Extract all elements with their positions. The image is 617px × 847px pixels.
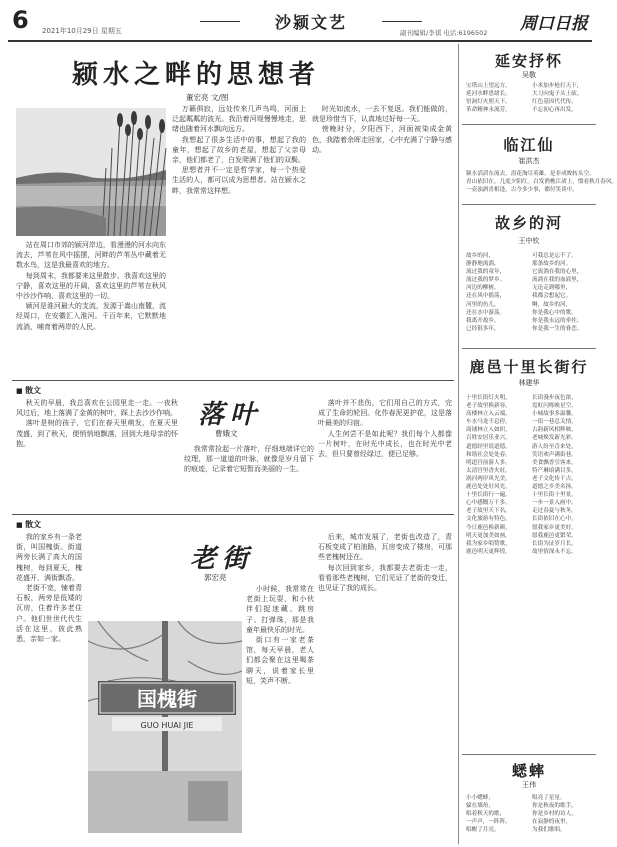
poem-line: 愿我家乡更美好， [532, 524, 577, 531]
poem-line: 还在风中摇荡， [466, 293, 506, 300]
poem-line: 河里的鱼儿， [466, 301, 500, 308]
poem-line: 古韵新风相辉映， [532, 427, 577, 434]
poem-line: 鹿邑处处好风光。 [466, 484, 511, 491]
poem-line: 那条故乡的河。 [532, 261, 572, 268]
poem-line: 唱亮了星星。 [532, 795, 566, 801]
poem5-author: 王伟 [522, 781, 536, 789]
essay2-paragraph: 后来，城市发展了，老街也改造了，青石板变成了柏油路，瓦房变成了楼房，可那些老槐树还在。 [318, 533, 452, 562]
poem3-col-b [532, 252, 594, 333]
essay1-paragraph: 落叶是树的孩子，它们在春天里萌发，在夏天里茂盛，到了秋天，便悄悄地飘落，回到大地母亲的怀抱。 [16, 419, 178, 448]
poem1-author: 吴敬 [522, 71, 536, 79]
poem-line: 高楼林立入云端， [466, 411, 511, 418]
poem-line: 你是乡村的诗人， [532, 811, 577, 818]
poem-line: 故里情深永不忘。 [532, 548, 577, 555]
section-title: 沙颍文艺 [246, 10, 376, 36]
divider [12, 380, 454, 381]
essay2-tag: ■ 散文 [16, 519, 41, 530]
poem-line: 窑洞灯火照天下， [466, 99, 511, 106]
street-sign-text: 国槐街 [137, 687, 197, 711]
feature-paragraph: 时光如流水，一去不复返。我们能做的，就是珍惜当下，认真地过好每一天。 [312, 105, 452, 124]
essay2-title: 老街 [190, 544, 255, 574]
poem-line: 小米加步枪打天下， [532, 83, 583, 89]
poem-line: 一声声，一阵阵， [466, 819, 511, 826]
poem-line: 流淌在我的血液里， [532, 277, 583, 284]
poem-line: 老子故里天下名， [466, 508, 511, 515]
essay2-paragraph: 街口有一家老茶馆，每天早晨，老人们都会聚在这里喝茶聊天，说着家长里短，笑声不断。 [246, 636, 314, 685]
poem-line: 故乡的河， [466, 253, 494, 259]
feature-col2 [172, 104, 306, 376]
feature-col3 [312, 104, 452, 376]
poem-line: 大刀向鬼子头上砍。 [532, 91, 583, 98]
feature-paragraph: 每到周末，我都要来这里散步。我喜欢这里的宁静，喜欢这里的开阔，喜欢这里的芦苇在秋风中沙沙作响，喜欢这里的一切。 [16, 271, 166, 301]
poem-line: 你是秋夜的歌手， [532, 803, 577, 810]
poem-line: 老城焕发新光彩。 [532, 435, 577, 442]
poem-line: 可我总是忘不了， [532, 253, 577, 259]
poem-line: 文化旅游有特色。 [466, 516, 511, 523]
poem-line: 心中感慨万千多。 [466, 500, 511, 507]
divider [462, 348, 596, 349]
poem2-title: 临江仙 [503, 136, 555, 154]
poem3-title: 故乡的河 [494, 214, 563, 232]
feature-col1 [16, 240, 166, 376]
poem-line: 啊，故乡的河， [532, 301, 572, 308]
poem2-author: 崔洪杰 [518, 157, 540, 165]
poem-line: 延河水畔思绪长。 [466, 91, 511, 98]
poem-line: 我都会想起它。 [532, 293, 572, 300]
poem-line: 唱醒了月亮， [466, 827, 500, 834]
poem-line: 十里长街灯火明， [466, 395, 511, 401]
divider [462, 124, 596, 125]
feature-paragraph: 颍河是淮河最大的支流，发源于嵩山南麓，流经周口，在安徽汇入淮河。千百年来，它默默地流淌，哺育着两岸的人民。 [16, 302, 166, 331]
poem-line: 颍水滔滔东流去，浪花淘尽英雄。是非成败转头空。 [466, 171, 595, 177]
poem-line: 长街漫步夜色浓， [532, 395, 577, 401]
poem-line: 美食飘香引客来， [532, 459, 577, 466]
poem4-col-a [466, 394, 530, 556]
poem-line: 已经很多年， [466, 325, 500, 332]
essay1-paragraph: 秋天的早晨，我总喜欢在公园里走一走。一夜秋风过后，地上落满了金黄的树叶，踩上去沙沙作响。 [16, 399, 178, 418]
poem-line: 流过我的童年， [466, 269, 506, 276]
column-divider [458, 44, 459, 844]
poem5-col-a [466, 794, 530, 834]
essay1-paragraph: 落叶并不悲伤，它们用自己的方式，完成了生命的轮回。化作春泥更护花，这是落叶最美的归宿。 [318, 399, 452, 428]
poem-line: 它流淌在我的心里， [532, 269, 583, 276]
feature-byline: 董宏亮 文/图 [186, 93, 229, 102]
poem-line: 红色基因代代传， [532, 99, 577, 106]
poem1-col-b [532, 82, 594, 114]
divider [462, 204, 596, 205]
poem-line: 游人纷至沓来处， [532, 443, 577, 450]
essay2-paragraph: 我的家乡有一条老街，叫国槐街。街道两旁长满了高大的国槐树，每到夏天，槐花盛开，满街飘香。 [16, 533, 82, 582]
poem-line: 商铺林立人如织， [466, 427, 511, 434]
poem-line: 特产琳琅满目多。 [532, 467, 577, 474]
poem4-author: 林建华 [518, 379, 540, 387]
feature-paragraph: 思想者并不一定是哲学家，每一个热爱生活的人，都可以成为思想者。站在颍水之畔，我常常这样想。 [172, 166, 306, 195]
feature-paragraph: 万籁俱寂，远处传来几声鸟鸣，河面上泛起粼粼的波光。我沿着河堤慢慢地走，思绪也随着河水飘向远方。 [172, 105, 306, 134]
poem-line: 躲在墙角， [466, 803, 494, 810]
poem-line: 流过我的梦乡。 [466, 277, 506, 284]
poem-line: 百姓安居乐业兴。 [466, 435, 511, 442]
poem-line: 明天更加美如画。 [466, 532, 511, 539]
poem-line: 不忘初心再出发。 [532, 107, 577, 114]
poem-line: 小城故事多温馨， [532, 411, 577, 418]
poem-line: 无论走到哪里， [532, 285, 572, 292]
poem-line: 我为家乡唱赞歌， [466, 540, 511, 547]
essay2-author: 郭宏亮 [204, 573, 227, 582]
essay2-col1 [16, 532, 82, 838]
poem3-author: 王中钦 [518, 237, 540, 245]
newspaper-logo: 周口日报 [520, 14, 588, 34]
poem-line: 你是我永远的牵挂， [532, 317, 583, 324]
poem-line: 还在水中游荡。 [466, 309, 506, 316]
essay1-paragraph: 我常常捡起一片落叶，仔细地端详它的纹理，那一道道的叶脉，就像是岁月留下的痕迹，记录着它短暂而美丽的一生。 [184, 445, 314, 474]
poem-line: 鹿邑明天更辉煌。 [466, 548, 511, 555]
poem2-body [466, 170, 617, 194]
poem-line: 道德经里说道德， [466, 443, 511, 450]
poem-line: 你是我心中的歌， [532, 309, 577, 316]
poem-line: 长街依旧在心中。 [532, 516, 577, 523]
poem-line: 老子故里换新容。 [466, 403, 511, 410]
poem1-col-a [466, 82, 530, 114]
editor-info: 副刊编辑/李祺 电话:6196502 [400, 29, 488, 37]
poem-line: 道德之乡美名扬。 [532, 484, 577, 491]
essay1-col3 [318, 398, 452, 510]
poem-line: 今日鹿邑换新颜， [466, 524, 511, 531]
essay1-paragraph: 人生何尝不是如此呢？我们每个人都像一片树叶，在时光中成长，也在时光中老去，但只要曾经绿过，便已足够。 [318, 429, 452, 459]
poem-line: 愿我鹿邑更繁荣。 [532, 532, 577, 539]
divider [12, 514, 454, 515]
poem-line: 老子文化传千古， [532, 475, 577, 482]
poem-line: 静静地流淌， [466, 261, 500, 268]
poem-line: 在寂静的夜里， [532, 819, 572, 826]
essay1-tag: ■ 散文 [16, 385, 41, 396]
poem-line: 太清宫里香火旺。 [466, 467, 511, 474]
page-number: 6 [12, 6, 29, 34]
poem-line: 唱着秋天的歌， [466, 811, 506, 818]
essay2-paragraph: 老街不宽，铺着青石板，两旁是低矮的瓦房，住着许多老住户。他们世世代代生活在这里，彼此熟悉，亲如一家。 [16, 584, 82, 644]
feature-title: 颍水之畔的思想者 [72, 60, 321, 90]
poem-line: 小小蟋蟀， [466, 795, 494, 801]
poem5-col-b [532, 794, 594, 834]
essay2-col3 [318, 532, 452, 838]
poem-line: 一壶浊酒喜相逢。古今多少事，都付笑谈中。 [466, 187, 578, 194]
feature-paragraph: 我想起了很多生活中的事，想起了我的童年，想起了故乡的老屋，想起了父亲母亲，他们都老了，白发爬满了他们的双鬓。 [172, 135, 306, 165]
poem-line: 一街一巷总关情。 [532, 419, 577, 426]
poem-line: 一步一景入画中。 [532, 500, 577, 507]
poem-line: 长街为证岁月长， [532, 540, 577, 547]
feature-paragraph: 站在周口市郊的颍河岸边，看漫漫的河水向东流去，芦苇在风中摇摆，河畔的芦苇丛中藏着无数水鸟，这是我最喜欢的地方。 [16, 241, 166, 270]
poem-line: 明道宫前游人多， [466, 459, 511, 466]
poem-line: 十里长街行一遍， [466, 492, 511, 499]
issue-date: 2021年10月29日 星期五 [42, 27, 122, 35]
poem3-col-a [466, 252, 530, 333]
poem-line: 和谐社会处处春。 [466, 451, 511, 458]
poem1-title: 延安抒怀 [494, 52, 563, 70]
poem-line: 宝塔山上望远方， [466, 83, 511, 89]
essay2-paragraph: 小时候，我常常在老街上玩耍，和小伙伴们捉迷藏、跳房子、打弹珠，那是我童年最快乐的时光。 [246, 585, 314, 634]
essay1-author: 曹娥文 [215, 429, 238, 438]
river-photo [16, 108, 166, 236]
poem4-col-b [532, 394, 594, 556]
divider [462, 754, 596, 755]
street-sign-photo [88, 621, 242, 833]
feature-paragraph: 傍晚时分，夕阳西下，河面被染成金黄色，我踏着余晖走回家，心中充满了宁静与感动。 [312, 125, 452, 154]
poem-line: 笑语欢声满街巷。 [532, 451, 577, 458]
poem-line: 为我们歌唱。 [532, 827, 566, 834]
essay2-col2 [246, 584, 314, 838]
essay1-col2 [184, 444, 314, 510]
essay2-paragraph: 每次回到家乡，我都要去老街走一走，看看那些老槐树，它们见证了老街的变迁，也见证了我的成长。 [318, 563, 452, 593]
poem-line: 河边的柳树， [466, 285, 500, 292]
poem-line: 涡河两岸风光美， [466, 475, 511, 482]
poem-line: 霓虹闪烁映星空。 [532, 403, 577, 410]
poem-line: 走过春夏与秋冬， [532, 508, 577, 515]
street-sign-pinyin: GUO HUAI JIE [140, 721, 194, 730]
poem-line: 青山依旧在，几度夕阳红。白发渔樵江渚上，惯看秋月春风。 [466, 179, 617, 186]
poem-line: 十里长街十里景， [532, 492, 577, 499]
poem5-title: 蟋蟀 [511, 762, 546, 780]
page-header [8, 4, 592, 42]
essay1-col1 [16, 398, 178, 510]
poem-line: 车水马龙不息停。 [466, 419, 511, 426]
poem-line: 你是我一生的眷恋。 [532, 325, 583, 332]
essay1-title: 落叶 [198, 400, 263, 430]
poem-line: 革命精神永流芳。 [466, 107, 511, 114]
poem4-title: 鹿邑十里长街行 [469, 358, 589, 376]
poem-line: 我离开故乡， [466, 317, 500, 324]
